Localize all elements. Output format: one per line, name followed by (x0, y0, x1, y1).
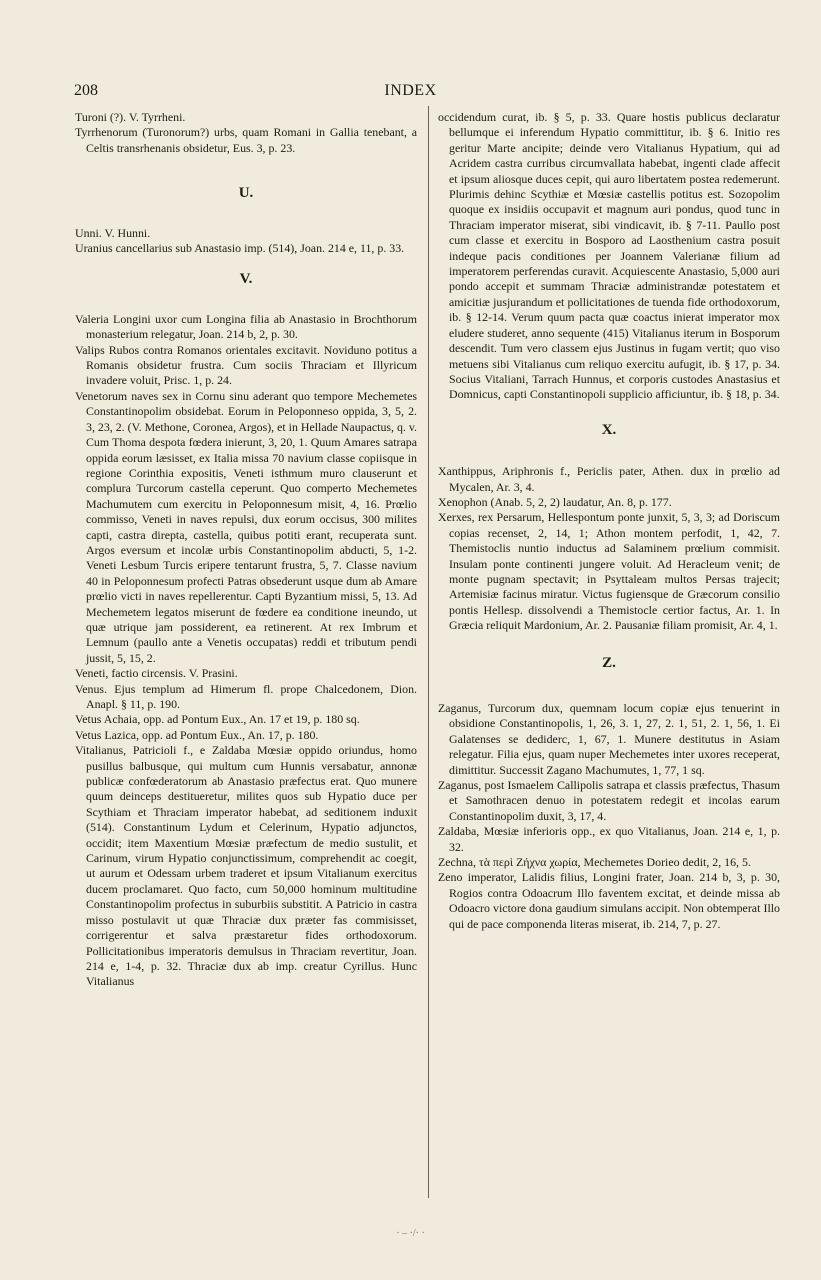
index-entry: Zaganus, Turcorum dux, quemnam locum copiæ ejus tenuerint in obsidione Constantinopolis, 1, 26, 3. 1, 27, 2. 1, 51, 2. 1, 56, 1. Ei Galatenses se dediderc, 1, 67, 1. Munere destitutus in Asiam relegatur. Filia ejus, quam nuper Mechemetes inter uxores receperat, dimittitur. Successit Zagano Machumutes, 1, 77, 1 sq. (438, 701, 780, 777)
footer-mark: · – ·/· · (396, 1228, 425, 1239)
index-entry: Unni. V. Hunni. (75, 225, 151, 240)
section-letter: U. (238, 185, 254, 202)
index-entry: Valeria Longini uxor cum Longina filia ab Anastasio in Brochthorum monasterium relegatur, Joan. 214 b, 2, p. 30. (75, 311, 417, 342)
index-entry: Vitalianus, Patricioli f., e Zaldaba Mœsiæ oppido oriundus, homo pusillus balbusque, qui multum cum Hunnis versabatur, annonæ publicæ confœderatorum ab Anastasio præfectus erat. Quo munere quum deinceps destitueretur, milites quos sub Hypatio duce per Scythiam et Thraciam imperator habebat, ad seditionem induxit (514). Constantinum Lydum et Celerinum, Hypatio adjunctos, occidit; item Maxentium Mœsiæ præfectum de medio sustulit, et Carinum, virum Hypatio conjunctissimum, comprehendit ac coegit, ut aurum et Odessam urbem traderet et ipsum Vitalianum exercitus ducem proclamaret. Quo facto, cum 50,000 hominum multitudine Constantinopolim profectus in suburbiis substitit. A Patricio in castra misso postulavit ut quæ Thraciæ dux præter fas commisisset, corrigerentur et salva præstaretur fides orthodoxorum. Pollicitationibus imperatoris demulsus in Thraciam revertitur, Joan. 214 e, 1-4, p. 32. Thraciæ dux ab imp. creatur Cyrillus. Hunc Vitalianus (75, 743, 417, 989)
index-entry: occidendum curat, ib. § 5, p. 33. Quare hostis publicus declaratur bellumque ei inferendum Hypatio committitur, ib. § 6. Initio res geritur Marte ancipite; deinde vero Vitalianus Hypatium, qui ad Acridem castra curribus circumvallata habebat, ingenti clade affecit et ipsum aliosque duces cepit, qui auro libertatem postea redemerunt. Plurimis dehinc Scythiæ et Mœsiæ castellis potitus est. Sozopolim quoque ex insidiis occupavit et magnum auri pondus, quod tunc in Thraciam imperator miserat, sibi vindicavit, ib. § 7-11. Paullo post cum classe et exercitu in Bosporo ad Laosthenium castra posuit indeque pacis conditiones per Joannem Valerianæ filium ad imperatorem perferendas curavit. Acquiescente Anastasio, 5,000 auri pondo accepit et summam Thraciæ administrandæ potestatem et amicitiæ jusjurandum et pollicitationes de tuenda fide orthodoxorum, ib. § 12-14. Verum quum pacta quæ coactus inierat imperator mox eludere studeret, anno sequente (415) Vitalianus iterum in Bosporum descendit. Tum vero classem ejus Justinus in fugam vertit; quo viso metuens sibi Vitalianus cum reliquo exercitu aufugit, ib. § 17, p. 34. Socius Vitaliani, Tarrach Hunnus, et corporis custodes Anastasius et Domnicus, capti Constantinopoli supplicio afficiuntur, ib. § 18, p. 34. (438, 110, 780, 402)
column-divider (428, 106, 429, 1198)
index-entry: Zaldaba, Mœsiæ inferioris opp., ex quo Vitalianus, Joan. 214 e, 1, p. 32. (438, 824, 780, 854)
running-head: INDEX (384, 82, 437, 99)
index-entry: Vetus Lazica, opp. ad Pontum Eux., An. 17, p. 180. (75, 727, 319, 742)
index-entry: Veneti, factio circensis. V. Prasini. (75, 666, 238, 681)
index-entry: Vetus Achaia, opp. ad Pontum Eux., An. 17 et 19, p. 180 sq. (75, 712, 360, 727)
index-entry: Xenophon (Anab. 5, 2, 2) laudatur, An. 8, p. 177. (438, 494, 672, 509)
index-entry: Zeno imperator, Lalidis filius, Longini frater, Joan. 214 b, 3, p. 30, Rogios contra Odoacrum Illo faventem excitat, et deinde missa ab Odoacro victore dona gaudium simulans accipit. Non obtemperat Illo qui de pace componenda literas miserat, ib. 214, 7, p. 27. (438, 870, 780, 931)
index-entry: Venetorum naves sex in Cornu sinu aderant quo tempore Mechemetes Constantinopolim obsidebat. Eorum in Peloponneso oppida, 3, 5, 2. 3, 23, 2. (V. Methone, Coronea, Argos), et in Hellade Naupactus, q. v. Cum Thoma despota fœdera inierunt, 3, 20, 1. Quum Amares satrapa oppida eorum læsisset, ex Italia missa 70 navium classe copiisque in regione Corinthia expositis, Veneti isthmum muro clauserunt et complura Turcorum castella ceperunt. Quo comperto Mechemetes Machumutem cum exercitu in Peloponnesum misit, 4, 16. Prœlio commisso, Veneti in naves repulsi, dux eorum occisus, 300 milites capti, castra direpta, castella, quibus potiti erant, recuperata sunt. Argos eversum et incolæ urbis Constantinopolim abducti, 5, 1-2. Veneti Lesbum Turcis eripere tentarunt frustra, 5, 7. Classe navium 40 in Peloponnesum profecti Patras obsederunt usque dum ab Amare prœlio victi in naves repellerentur. Capti Byzantium missi, 5, 13. Ad Mechemetem legatos miserunt de fœdere ea conditione ineundo, ut quæ utrique jam possiderent, ea retinerent. At rex Imbrum et Lemnum (paullo ante a Venetis occupatas) reddi et tributum pendi jussit, 5, 15, 2. (75, 388, 418, 665)
index-entry: Uranius cancellarius sub Anastasio imp. (514), Joan. 214 e, 11, p. 33. (75, 241, 405, 256)
page-number: 208 (74, 82, 98, 99)
index-entry: Turoni (?). V. Tyrrheni. (75, 110, 186, 124)
index-entry: Zaganus, post Ismaelem Callipolis satrapa et classis præfectus, Thasum et Samothracen denuo in potestatem redegit et incolas earum Constantinopolim duxit, 3, 17, 4. (438, 778, 780, 823)
section-letter: X. (601, 421, 617, 438)
index-entry: Xerxes, rex Persarum, Hellespontum ponte junxit, 5, 3, 3; ad Doriscum copias recenset, 2, 14, 1; Athon montem perfodit, 1, 42, 7. Themistoclis nuntio inductus ad Salaminem prœlium commisit. Insulam ponte continenti jungere voluit. Ad Heracleum venit; de monte pugnam spectavit; in Psyttaleam multos Persas trajecit; Artemisiæ facinus miratur. Victus fugiensque de Græcorum consilio pontis Hellesp. dissolvendi a Themistocle certior factus, Ar. 1. In Græcia reliquit Mardonium, Ar. 2. Pausaniæ filiam promisit, Ar. 4, 1. (438, 510, 780, 633)
section-letter: V. (239, 271, 253, 288)
index-entry: Zechna, τὰ περὶ Ζήχνα χωρία, Mechemetes Dorieo dedit, 2, 16, 5. (438, 855, 751, 870)
left-column (75, 110, 417, 990)
section-letter: Z. (602, 654, 616, 671)
index-entry: Valips Rubos contra Romanos orientales excitavit. Noviduno potitus a Romanis obsidetur frustra. Cum sociis Thraciam et Illyricum invadere voluit, Prisc. 1, p. 24. (75, 342, 417, 388)
index-entry: Venus. Ejus templum ad Himerum fl. prope Chalcedonem, Dion. Anapl. § 11, p. 190. (75, 681, 417, 711)
index-entry: Xanthippus, Ariphronis f., Periclis pater, Athen. dux in prœlio ad Mycalen, Ar. 3, 4. (438, 464, 780, 494)
index-entry: Tyrrhenorum (Turonorum?) urbs, quam Romani in Gallia tenebant, a Celtis transrhenanis obsidetur, Eus. 3, p. 23. (75, 125, 417, 155)
right-column (438, 110, 780, 932)
